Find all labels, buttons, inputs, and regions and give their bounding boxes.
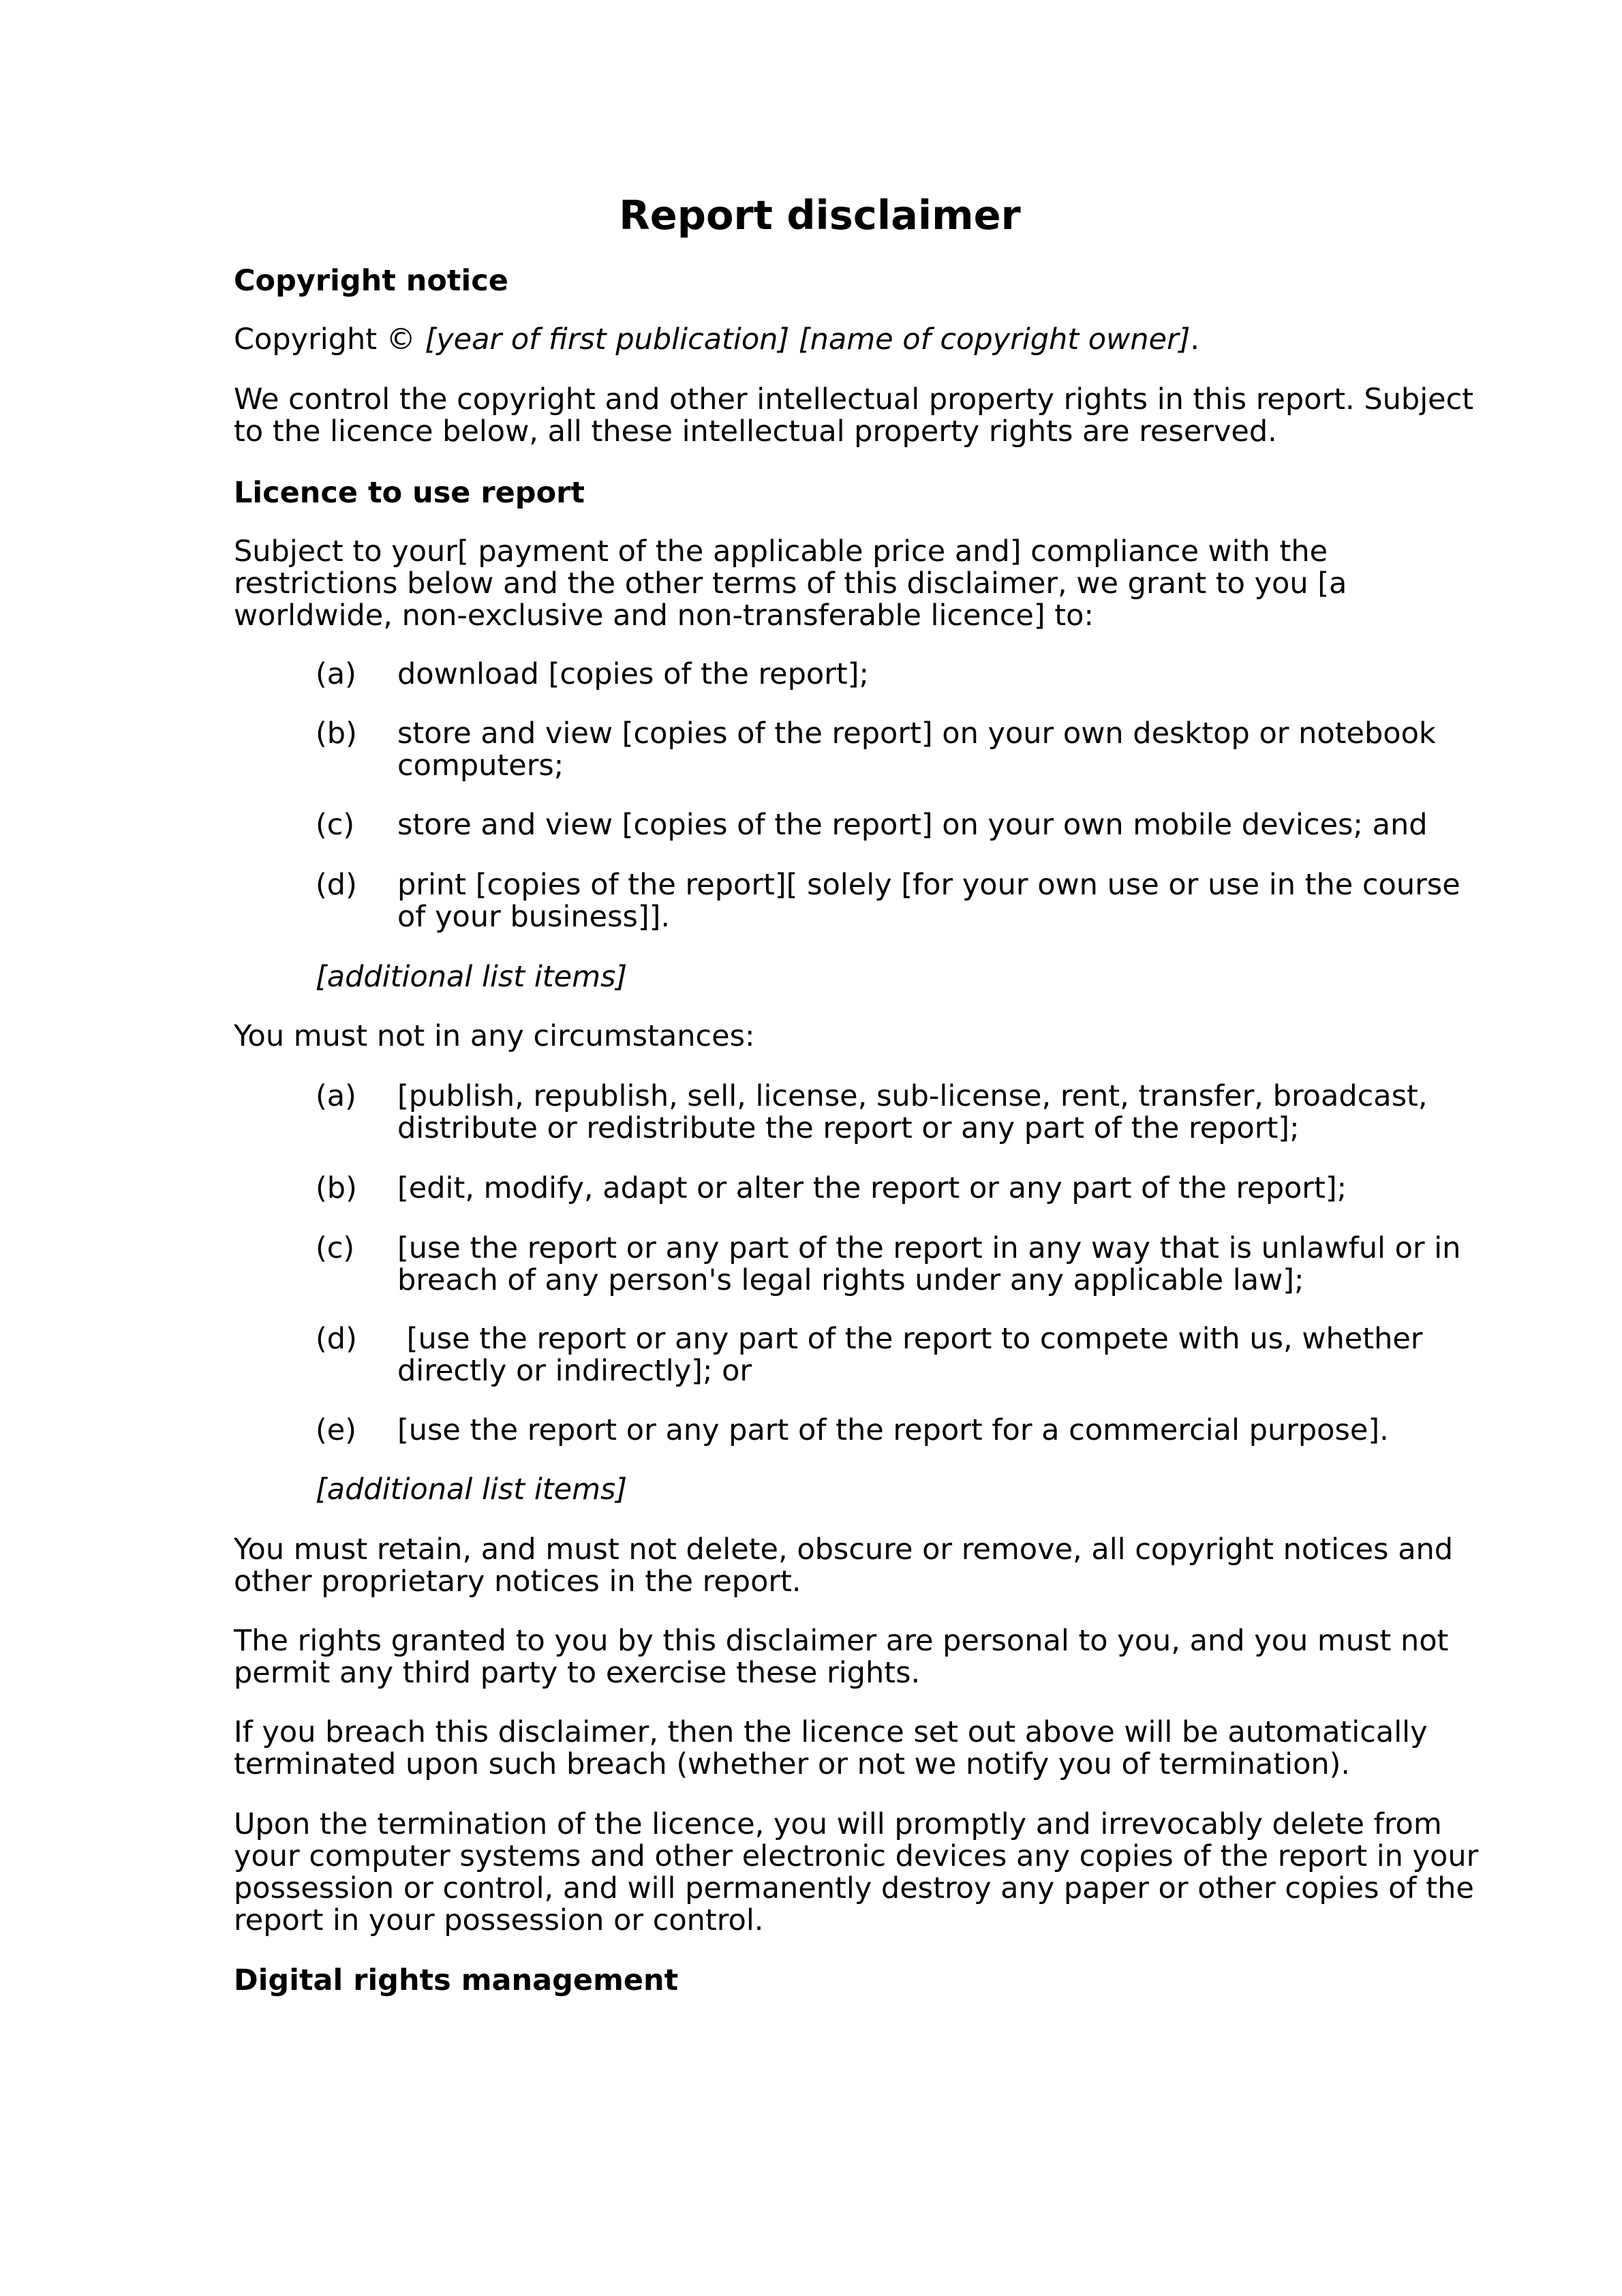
list-item-label: (a) [316,1079,356,1113]
page-title: Report disclaimer [619,192,1021,239]
paragraph-line: The rights granted to you by this disclaimer are personal to you, and you must not [234,1624,1449,1658]
list-item-text [397,1415,1406,1447]
paragraph-line: possession or control, and will permanently destroy any paper or other copies of the [234,1871,1474,1905]
paragraph-line: You must retain, and must not delete, obscure or remove, all copyright notices and [234,1532,1454,1567]
list-item-line: [use the report or any part of the report to compete with us, whether [397,1322,1423,1356]
copyright-prefix: Copyright © [234,322,425,357]
list-item-label: (b) [316,1171,357,1205]
paragraph-line: Upon the termination of the licence, you will promptly and irrevocably delete from [234,1807,1442,1841]
heading-licence-to-use-report: Licence to use report [234,476,585,510]
heading-copyright-notice: Copyright notice [234,264,508,298]
list-item-text [397,659,1406,691]
retain-notices-paragraph [234,1532,1454,1599]
additional-list-items-placeholder: [additional list items] [316,1472,628,1507]
heading-digital-rights-management: Digital rights management [234,1963,679,1997]
list-item-label: (c) [316,1231,355,1265]
list-item-label: (a) [316,657,356,691]
paragraph-line: report in your possession or control. [234,1903,764,1937]
paragraph-line: If you breach this disclaimer, then the licence set out above will be automatically [234,1715,1428,1749]
copyright-line [234,324,1406,356]
paragraph-line: permit any third party to exercise these rights. [234,1656,921,1690]
list-item-line: of your business]]. [397,900,671,934]
list-item-line: [publish, republish, sell, license, sub-license, rent, transfer, broadcast, [397,1079,1428,1113]
list-item-text [397,1079,1428,1145]
list-item-label: (d) [316,868,357,902]
list-item-line: distribute or redistribute the report or any part of the report]; [397,1111,1300,1145]
list-item-text [397,868,1460,934]
list-item-line: [use the report or any part of the report in any way that is unlawful or in [397,1231,1461,1265]
paragraph-line: worldwide, non-exclusive and non-transferable licence] to: [234,599,1094,633]
licence-intro-paragraph [234,536,1406,632]
must-not-intro: You must not in any circumstances: [234,1019,755,1053]
list-item-line: store and view [copies of the report] on your own mobile devices; and [397,808,1428,842]
personal-rights-paragraph [234,1624,1449,1690]
list-item-line: directly or indirectly]; or [397,1354,752,1388]
list-item-label: (c) [316,808,355,842]
list-item-text [397,716,1436,783]
list-item-text [397,1231,1461,1297]
list-item-label: (d) [316,1322,357,1356]
list-item-line: print [copies of the report][ solely [for your own use or use in the course [397,868,1460,902]
additional-list-items-placeholder: [additional list items] [316,960,628,994]
list-item-line: computers; [397,749,564,783]
paragraph-line: terminated upon such breach (whether or not we notify you of termination). [234,1747,1351,1781]
list-item-line: [edit, modify, adapt or alter the report or any part of the report]; [397,1171,1347,1205]
list-item-line: [use the report or any part of the report for a commercial purpose]. [397,1413,1389,1447]
copyright-paragraph [234,382,1474,449]
paragraph-line: other proprietary notices in the report. [234,1565,801,1599]
termination-paragraph [234,1807,1479,1937]
paragraph-line: Subject to your[ payment of the applicable price and] compliance with the [234,534,1328,569]
list-item-label: (b) [316,716,357,751]
list-item-line: store and view [copies of the report] on your own desktop or notebook [397,716,1436,751]
paragraph-line: restrictions below and the other terms of this disclaimer, we grant to you [a [234,567,1347,601]
paragraph-line: to the licence below, all these intellectual property rights are reserved. [234,414,1277,449]
paragraph-line: We control the copyright and other intellectual property rights in this report. Subject [234,382,1474,417]
list-item-text [397,1173,1406,1205]
paragraph-line: your computer systems and other electronic devices any copies of the report in your [234,1839,1479,1873]
list-item-line: breach of any person's legal rights under any applicable law]; [397,1263,1304,1297]
list-item-text [397,1322,1423,1388]
copyright-placeholder: [year of first publication] [name of copyright owner] [425,322,1191,357]
copyright-suffix: . [1190,322,1200,357]
list-item-text [397,808,1428,842]
list-item-line: download [copies of the report]; [397,657,870,691]
breach-paragraph [234,1715,1428,1781]
list-item-label: (e) [316,1413,357,1447]
